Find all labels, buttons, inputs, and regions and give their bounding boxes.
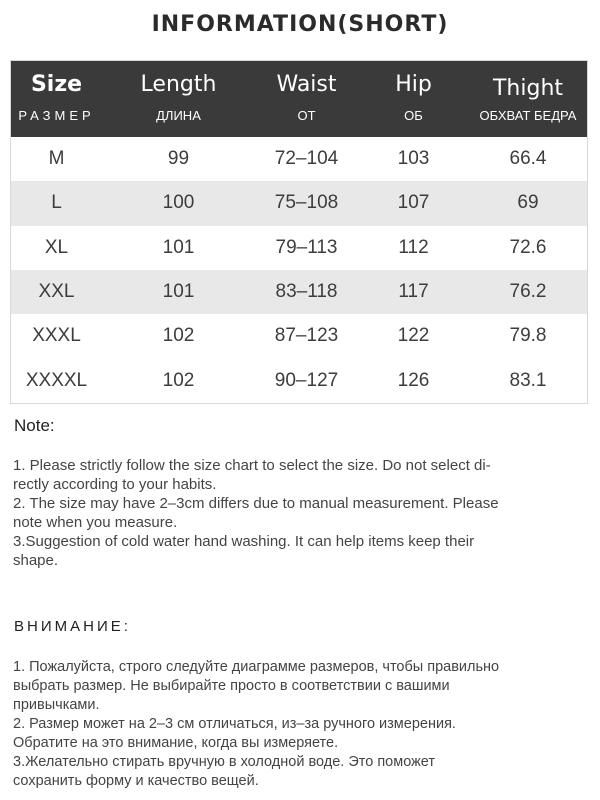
cell-waist: 87–123 [274, 325, 339, 347]
header-hip-en: Hip [395, 72, 432, 97]
cell-length: 102 [162, 325, 195, 347]
header-size-en: Size [30, 72, 83, 97]
cell-size: XL [44, 236, 69, 258]
table-row [11, 226, 587, 270]
cell-thight: 76.2 [509, 281, 547, 303]
cell-hip: 103 [397, 148, 430, 170]
table-row [11, 137, 587, 181]
cell-size: XXL [38, 281, 75, 303]
cell-size: XXXXL [25, 369, 88, 391]
table-row [11, 358, 587, 402]
note-ru-line: Обратите на это внимание, когда вы измеряете. [13, 735, 339, 751]
note-ru-line: 2. Размер может на 2–3 см отличаться, из–за ручного измерения. [13, 716, 456, 732]
header-waist [255, 61, 358, 137]
note-title: Note: [14, 416, 55, 435]
header-thight-en: Thight [492, 76, 564, 101]
header-length-ru: ДЛИНА [156, 108, 201, 123]
cell-length: 99 [167, 148, 190, 170]
cell-length: 102 [162, 369, 195, 391]
cell-hip: 107 [397, 192, 430, 214]
cell-length: 101 [162, 236, 195, 258]
header-waist-ru: ОТ [297, 108, 316, 123]
header-thight [469, 61, 587, 137]
note-line: 3.Suggestion of cold water hand washing. It can help items keep their [13, 533, 475, 550]
table-row [11, 181, 587, 225]
cell-waist: 72–104 [274, 148, 339, 170]
note-ru-body [13, 658, 585, 791]
cell-hip: 112 [398, 236, 429, 258]
cell-hip: 126 [397, 369, 430, 391]
note-line: 2. The size may have 2–3cm differs due to manual measurement. Please [13, 495, 499, 512]
note-ru-title: ВНИМАНИЕ: [14, 618, 131, 635]
note-line: 1. Please strictly follow the size chart to select the size. Do not select di- [13, 457, 491, 474]
page-title: INFORMATION(SHORT) [151, 12, 449, 37]
cell-size: XXXL [32, 325, 81, 347]
note-ru-line: привычками. [13, 697, 100, 713]
note-line: shape. [13, 552, 59, 569]
header-length-en: Length [140, 72, 217, 97]
note-line: rectly according to your habits. [13, 476, 217, 493]
header-waist-en: Waist [276, 72, 337, 97]
note-ru-line: сохранить форму и качество вещей. [13, 773, 259, 789]
cell-length: 100 [162, 192, 195, 214]
header-size [11, 61, 102, 137]
header-size-ru: РАЗМЕР [18, 108, 95, 123]
cell-size: M [48, 148, 65, 170]
table-header [11, 61, 587, 137]
cell-thight: 72.6 [509, 236, 547, 258]
header-thight-ru: ОБХВАТ БЕДРА [479, 108, 577, 123]
cell-waist: 90–127 [274, 369, 339, 391]
header-length [102, 61, 255, 137]
note-ru-line: 3.Желательно стирать вручную в холодной воде. Это поможет [13, 754, 436, 770]
table-body [11, 137, 587, 403]
cell-waist: 75–108 [274, 192, 339, 214]
note-line: note when you measure. [13, 514, 178, 531]
cell-thight: 66.4 [509, 148, 547, 170]
cell-thight: 69 [517, 192, 539, 214]
note-ru-line: выбрать размер. Не выбирайте просто в соответствии с вашими [13, 678, 450, 694]
header-hip [358, 61, 469, 137]
size-table [10, 60, 588, 404]
header-hip-ru: ОБ [404, 108, 423, 123]
cell-length: 101 [162, 281, 195, 303]
table-row [11, 270, 587, 314]
note-ru-line: 1. Пожалуйста, строго следуйте диаграмме размеров, чтобы правильно [13, 659, 500, 675]
note-body [13, 456, 578, 570]
cell-thight: 83.1 [509, 369, 547, 391]
cell-size: L [51, 192, 62, 214]
cell-hip: 117 [398, 281, 429, 303]
cell-waist: 83–118 [275, 281, 338, 303]
cell-waist: 79–113 [275, 236, 338, 258]
cell-hip: 122 [397, 325, 430, 347]
cell-thight: 79.8 [509, 325, 547, 347]
table-row [11, 314, 587, 358]
